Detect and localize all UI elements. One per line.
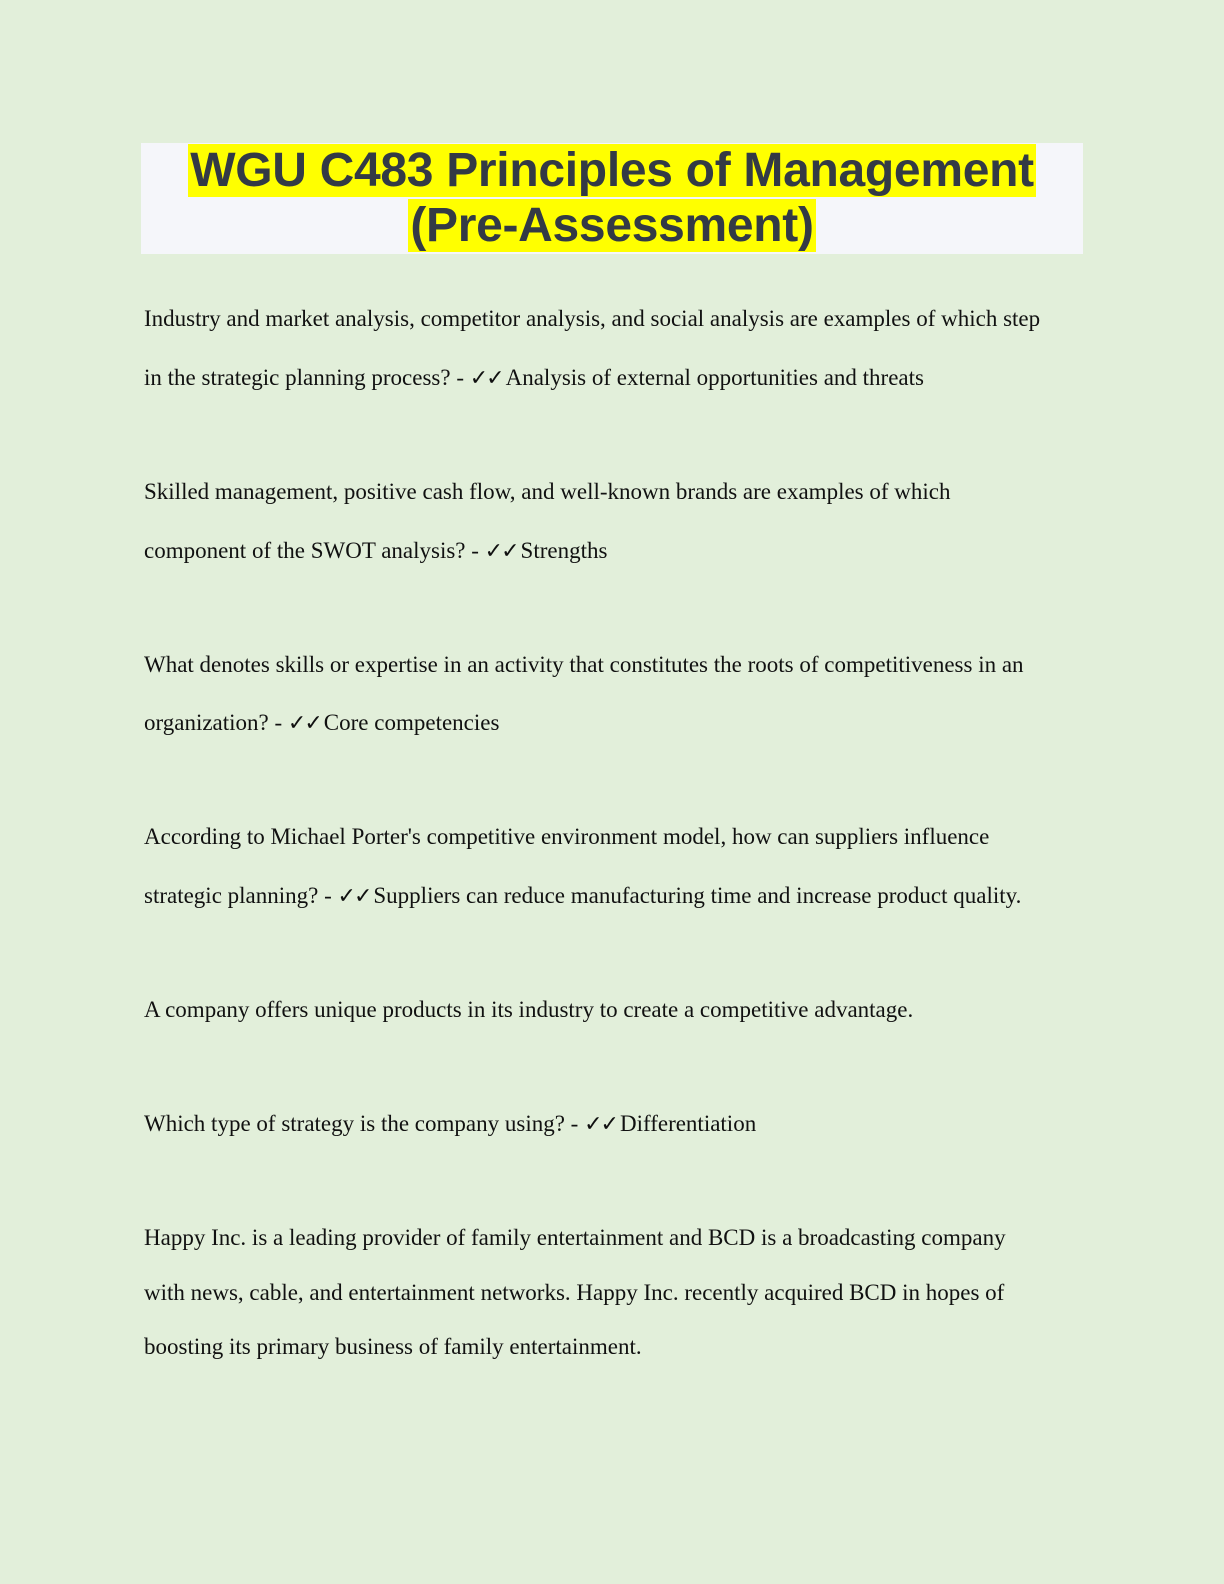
question-3-line-2: organization? - ✓✓ Core competencies bbox=[144, 710, 500, 736]
double-check-icon: ✓✓ bbox=[469, 366, 503, 391]
question-4-line-2: strategic planning? - ✓✓ Suppliers can reduce manufacturing time and increase product quality. bbox=[144, 883, 1022, 909]
question-1-line-2: in the strategic planning process? - ✓✓ Analysis of external opportunities and threats bbox=[144, 365, 924, 391]
answer-3: Core competencies bbox=[323, 710, 500, 735]
answer-5: Differentiation bbox=[619, 1111, 757, 1136]
double-check-icon: ✓✓ bbox=[287, 711, 321, 736]
question-3-line-1: What denotes skills or expertise in an activity that constitutes the roots of competitiveness in an bbox=[144, 652, 1024, 677]
title-box bbox=[141, 143, 1083, 254]
answer-4: Suppliers can reduce manufacturing time and increase product quality. bbox=[373, 883, 1022, 908]
title-line-1: WGU C483 Principles of Management bbox=[190, 144, 1034, 197]
question-2-line-1: Skilled management, positive cash flow, and well-known brands are examples of which bbox=[144, 479, 951, 504]
answer-2: Strengths bbox=[520, 538, 608, 563]
title-line-2: (Pre-Assessment) bbox=[410, 199, 814, 252]
double-check-icon: ✓✓ bbox=[584, 1112, 617, 1137]
question-4-line-1: According to Michael Porter's competitive environment model, how can suppliers influence bbox=[144, 824, 990, 849]
question-1-line-1: Industry and market analysis, competitor analysis, and social analysis are examples of which step bbox=[144, 306, 1041, 331]
double-check-icon: ✓✓ bbox=[484, 539, 518, 564]
double-check-icon: ✓✓ bbox=[337, 884, 371, 909]
question-2-line-2: component of the SWOT analysis? - ✓✓ Strengths bbox=[144, 538, 608, 564]
answer-1: Analysis of external opportunities and threats bbox=[505, 365, 924, 390]
document-title bbox=[141, 143, 1083, 253]
